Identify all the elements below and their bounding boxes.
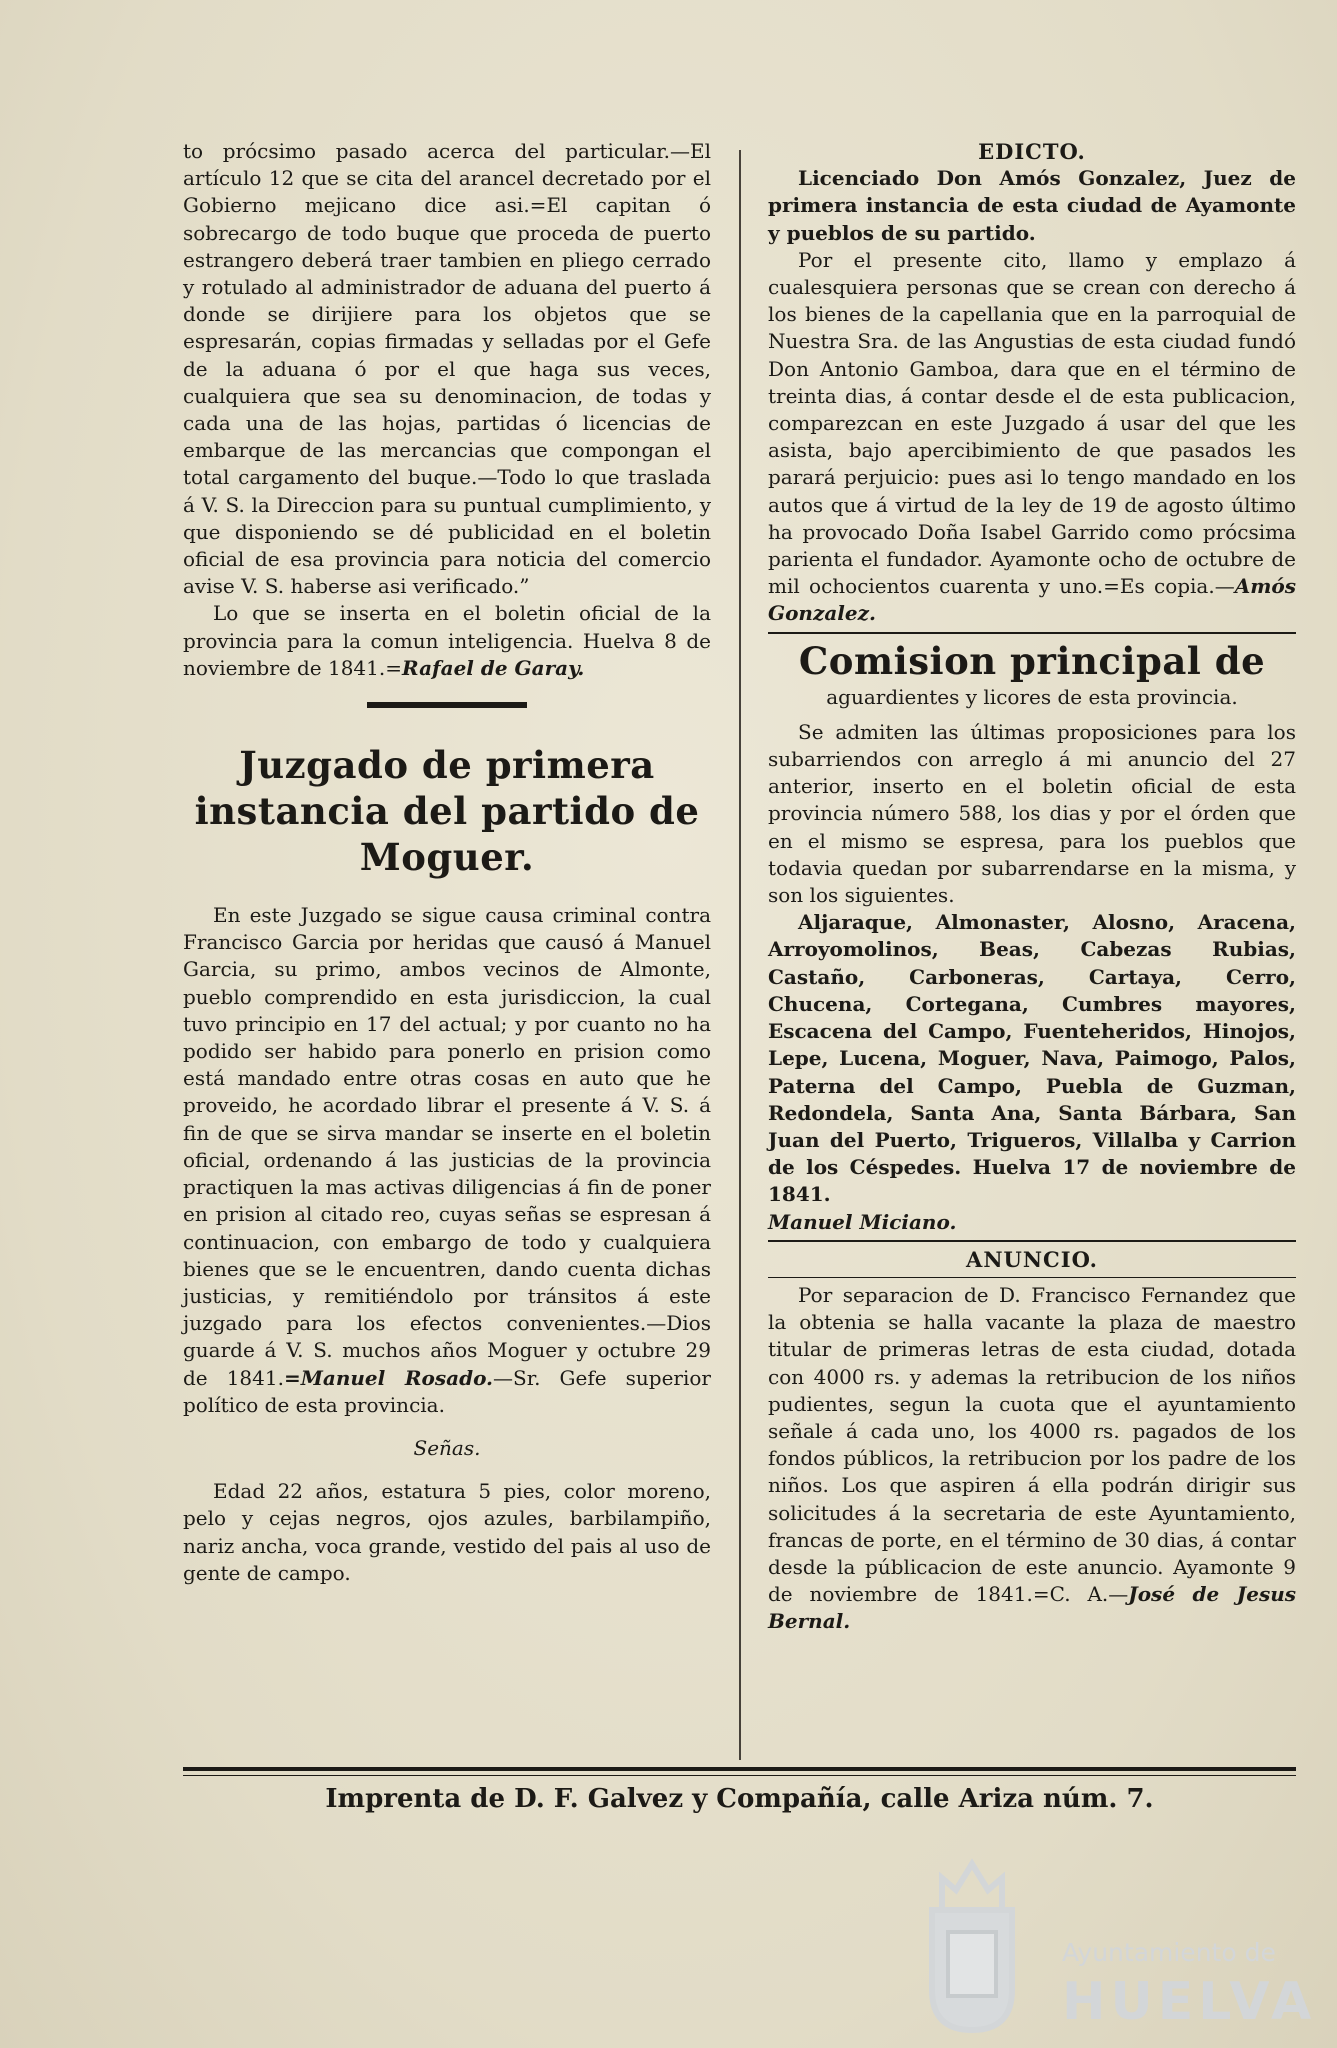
left-paragraph-2-text: Lo que se inserta en el boletin oficial de la provincia para la comun inteligencia. Huelva 8 de noviembre de 1841.= [183,601,711,680]
section-divider [367,702,527,708]
anuncio-paragraph [768,1282,1296,1636]
subhead-comision: aguardientes y licores de esta provincia. [826,684,1238,709]
signature-manuel-miciano: Manuel Miciano. [768,1209,957,1234]
signature-jose-de-jesus-bernal: José de Jesus Bernal. [768,1582,1296,1634]
senas-heading: Señas. [413,1435,481,1460]
headline-juzgado-text: Juzgado de primera instancia del partido de Moguer. [194,743,700,880]
signature-rafael-de-garay: Rafael de Garay. [401,655,585,680]
anuncio-title: ANUNCIO. [966,1246,1098,1272]
column-rule [739,150,741,1760]
comision-paragraph-2: Aljaraque, Almonaster, Alosno, Aracena, Arroyomolinos, Beas, Cabezas Rubias, Castaño, Carboneras, Cartaya, Cerro, Chucena, Cortegana, Cumbres mayores, Escacena del Campo, Fuenteheridos, Hinojos, Lepe, Lucena, Moguer, Nava, Paimogo, Palos, Paterna del Campo, Puebla de Guzman, Redondela, Santa Ana, Santa Bárbara, San Juan del Puerto, Trigueros, Villalba y Carrion de los Céspedes. Huelva 17 de noviembre de 1841. [768,910,1296,1207]
left-paragraph-4: Edad 22 años, estatura 5 pies, color moreno, pelo y cejas negros, ojos azules, barbilampiño, nariz ancha, voca grande, vestido del pais al uso de gente de campo. [183,1479,711,1585]
left-column [183,138,711,1587]
left-paragraph-3 [183,902,711,1419]
edicto-title: EDICTO. [978,139,1086,164]
footer-rule [183,1767,1296,1771]
footer-rule-thin [183,1775,1296,1776]
signature-amos-gonzalez: Amós Gonzalez. [768,574,1296,626]
watermark-ayuntamiento: Ayuntamiento de [1062,1938,1276,1967]
separator-line [768,632,1296,634]
left-paragraph-3-text: En este Juzgado se sigue causa criminal contra Francisco Garcia por heridas que causó á Manuel Garcia, su primo, ambos vecinos de Almonte, pueblo comprendido en esta jurisdiccion, la cual tuvo principio en 17 del actual; y por cuanto no ha podido ser habido para ponerlo en prision como está mandado entre otras cosas en auto que he proveido, he acordado librar el presente á V. S. á fin de que se sirva mandar se inserte en el boletin oficial, ordenando á las justicias de la provincia practiquen la mas activas diligencias á fin de poner en prision al citado reo, cuyas señas se espresan á continuacion, con embargo de todo y cualquiera bienes que se le encuentren, dando cuenta dichas justicias, y remitiéndolo por tránsitos á este juzgado para los efectos convenientes.—Dios guarde á V. S. muchos años Moguer y octubre 29 de 1841. [183,903,711,1390]
anuncio-paragraph-text: Por separacion de D. Francisco Fernandez que la obtenia se halla vacante la plaza de maestro titular de primeras letras de esta ciudad, dotada con 4000 rs. y ademas la retribucion de los niños pudientes, segun la cuota que el ayuntamiento señale á cada uno, los 4000 rs. pagados de los fondos públicos, la retribucion por los padre de los niños. Los que aspiren á ella podrán dirigir sus solicitudes á la secretaria de este Ayuntamiento, francas de porte, en el término de 30 dias, á contar desde la públicacion de este anuncio. Ayamonte 9 de noviembre de 1841.=C. A.— [768,1282,1296,1607]
headline-juzgado [183,742,711,880]
comision-paragraph-1: Se admiten las últimas proposiciones para los subarriendos con arreglo á mi anuncio del 27 anterior, inserto en el boletin oficial de esta provincia número 588, los dias y por el órden que en el mismo se espresa, para los pueblos que todavia quedan por subarrendarse en la misma, y son los siguientes. [768,719,1296,908]
signature-manuel-rosado: =Manuel Rosado. [283,1365,494,1390]
separator-line-2 [768,1240,1296,1242]
watermark-huelva: HUELVA [1062,1972,1317,2032]
edicto-paragraph-1: Licenciado Don Amós Gonzalez, Juez de primera instancia de esta ciudad de Ayamonte y pueblos de su partido. [768,166,1296,245]
imprint-line: Imprenta de D. F. Galvez y Compañía, calle Ariza núm. 7. [325,1784,1154,1814]
left-paragraph-3-tail: —Sr. Gefe superior político de esta provincia. [183,1365,711,1417]
separator-line-3 [768,1277,1296,1278]
edicto-paragraph-2 [768,247,1296,628]
right-column [768,138,1296,1636]
headline-comision: Comision principal de [798,638,1266,683]
spacer [183,880,711,902]
left-paragraph-1: to prócsimo pasado acerca del particular.—El artículo 12 que se cita del arancel decretado por el Gobierno mejicano dice asi.=El capitan ó sobrecargo de todo buque que proceda de puerto estrangero deberá traer tambien en pliego cerrado y rotulado al administrador de aduana del puerto á donde se dirijiere para los objetos que se espresarán, copias firmadas y selladas por el Gefe de la aduana ó por el que haga sus veces, cualquiera que sea su denominacion, de todas y cada una de las hojas, partidas ó licencias de embarque de las mercancias que compongan el total cargamento del buque.—Todo lo que traslada á V. S. la Direccion para su puntual cumplimiento, y que disponiendo se dé publicidad en el boletin oficial de esa provincia para noticia del comercio avise V. S. haberse asi verificado.” [183,139,711,599]
edicto-paragraph-2-text: Por el presente cito, llamo y emplazo á cualesquiera personas que se crean con derecho á los bienes de la capellania que en la parroquial de Nuestra Sra. de las Angustias de esta ciudad fundó Don Antonio Gamboa, dara que en el término de treinta dias, á contar desde el de esta publicacion, comparezcan en este Juzgado á usar del que les asista, bajo apercibimiento de que pasados les parará perjuicio: pues asi lo tengo mandado en los autos que á virtud de la ley de 19 de agosto último ha provocado Doña Isabel Garrido como prócsima parienta el fundador. Ayamonte ocho de octubre de mil ochocientos cuarenta y uno.=Es copia.— [768,247,1296,599]
left-paragraph-2 [183,600,711,682]
